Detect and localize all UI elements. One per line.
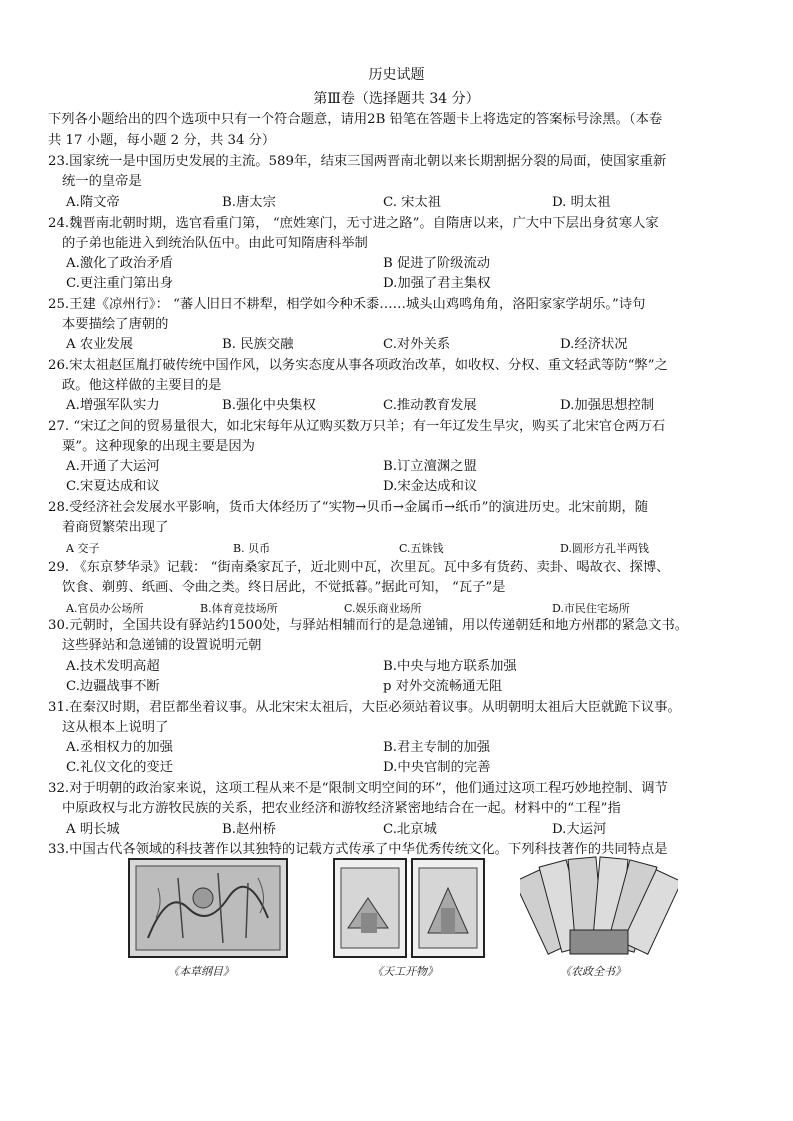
q25-option-d: D.经济状况: [560, 337, 628, 352]
q25-stem-cont: 本要描绘了唐朝的: [62, 317, 169, 332]
q27-stem: 27. “宋辽之间的贸易量很大，如北宋每年从辽购买数万只羊；有一年辽发生旱灾，购买了北宋官仓两万石: [48, 419, 666, 434]
q27-option-b: B.订立澶渊之盟: [383, 459, 477, 474]
q25-option-b: B. 民族交融: [222, 337, 294, 352]
q23-option-c: C. 宋太祖: [383, 195, 442, 210]
instruction-line-2: 共 17 小题，每小题 2 分，共 34 分）: [48, 133, 276, 148]
q33-stem: 33.中国古代各领域的科技著作以其独特的记载方式传承了中华优秀传统文化。下列科技著作的共同特点是: [48, 842, 668, 857]
q30-option-c: C.边疆战事不断: [66, 679, 160, 694]
q27-option-d: D.宋金达成和议: [383, 479, 478, 494]
q32-option-c: C.北京城: [383, 822, 437, 837]
q29-option-d: D.市民住宅场所: [552, 602, 630, 615]
q28-option-a: A 交子: [66, 542, 100, 555]
q23-stem-cont: 统一的皇帝是: [62, 174, 142, 189]
q25-stem: 25.王建《凉州行》： “蕃人旧日不耕犁，相学如今种禾黍……城头山鸡鸣角角，洛阳家家学胡乐。”诗句: [48, 297, 646, 312]
q28-stem-cont: 着商贸繁荣出现了: [62, 520, 169, 535]
q29-option-a: A.官员办公场所: [66, 602, 144, 615]
q30-stem: 30.元朝时，全国共设有驿站约1500处，与驿站相辅而行的是急递铺，用以传递朝廷和地方州郡的紧急文书。: [48, 618, 689, 633]
q31-option-a: A.丞相权力的加强: [66, 740, 173, 755]
tiangong-kaiwu-image: [333, 858, 485, 958]
q26-option-a: A.增强军队实力: [66, 398, 160, 413]
instruction-line-1: 下列各小题给出的四个选项中只有一个符合题意，请用2B 铅笔在答题卡上将选定的答案标号涂黑。（本卷: [48, 112, 663, 127]
q29-stem: 29. 《东京梦华录》记载： “街南桑家瓦子，近北则中瓦，次里瓦。瓦中多有货药、卖卦、喝故衣、探博、: [48, 560, 670, 575]
q32-stem: 32.对于明朝的政治家来说，这项工程从来不是“限制文明空间的环”，他们通过这项工程巧妙地控制、调节: [48, 781, 668, 796]
q27-stem-cont: 粟”。这种现象的出现主要是因为: [62, 439, 255, 454]
q23-option-a: A.隋文帝: [66, 195, 120, 210]
nongzheng-quanshu-image: [520, 852, 678, 958]
q23-stem: 23.国家统一是中国历史发展的主流。589年，结束三国两晋南北朝以来长期割据分裂的局面，使国家重新: [48, 154, 667, 169]
q25-option-a: A 农业发展: [66, 337, 134, 352]
q23-option-b: B.唐太宗: [222, 195, 276, 210]
q24-option-d: D.加强了君主集权: [383, 276, 491, 291]
q31-option-d: D.中央官制的完善: [383, 760, 491, 775]
q23-option-d: D. 明太祖: [552, 195, 611, 210]
q26-option-c: C.推动教育发展: [383, 398, 477, 413]
q28-option-c: C.五铢钱: [399, 542, 444, 555]
q31-option-c: C.礼仪文化的变迁: [66, 760, 174, 775]
q24-option-a: A.激化了政治矛盾: [66, 256, 173, 271]
q32-option-b: B.赵州桥: [222, 822, 276, 837]
q31-stem: 31.在秦汉时期，君臣都坐着议事。从北宋宋太祖后，大臣必须站着议事。从明朝明太祖后大臣就跪下议事。: [48, 700, 681, 715]
q31-option-b: B.君主专制的加强: [383, 740, 491, 755]
page-title: 历史试题: [368, 67, 425, 83]
q24-stem-cont: 的子弟也能进入到统治队伍中。由此可知隋唐科举制: [62, 236, 368, 251]
q32-option-a: A 明长城: [66, 822, 120, 837]
q30-stem-cont: 这些驿站和急递铺的设置说明元朝: [62, 638, 262, 653]
q28-stem: 28.受经济社会发展水平影响，货币大体经历了“实物→贝币→金属币→纸币”的演进历史。北宋前期，随: [48, 500, 649, 515]
bencao-gangmu-image: [128, 858, 288, 958]
section-title: 第Ⅲ卷（选择题共 34 分）: [313, 91, 480, 107]
q25-option-c: C.对外关系: [383, 337, 451, 352]
q24-stem: 24.魏晋南北朝时期，选官看重门第， “庶姓寒门，无寸进之路”。自隋唐以来，广大中下层出身贫寒人家: [48, 216, 659, 231]
q32-option-d: D.大运河: [552, 822, 607, 837]
q26-stem-cont: 政。他这样做的主要目的是: [62, 378, 222, 393]
q27-option-a: A.开通了大运河: [66, 459, 160, 474]
q29-option-b: B.体育竞技场所: [200, 602, 278, 615]
q26-stem: 26.宋太祖赵匡胤打破传统中国作风，以务实态度从事各项政治改革，如收权、分权、重文轻武等防“弊”之: [48, 358, 668, 373]
q28-option-b: B. 贝币: [233, 542, 271, 555]
q27-option-c: C.宋夏达成和议: [66, 479, 160, 494]
q29-option-c: C.娱乐商业场所: [344, 602, 422, 615]
caption-nongzheng-quanshu: 《农政全书》: [560, 965, 626, 978]
q28-option-d: D.圆形方孔半两钱: [560, 542, 649, 555]
caption-tiangong-kaiwu: 《天工开物》: [372, 965, 438, 978]
caption-bencao-gangmu: 《本草纲目》: [168, 965, 234, 978]
q30-option-a: A.技术发明高超: [66, 659, 160, 674]
q26-option-b: B.强化中央集权: [222, 398, 316, 413]
q24-option-c: C.更注重门第出身: [66, 276, 174, 291]
q30-option-b: B.中央与地方联系加强: [383, 659, 517, 674]
q32-stem-cont: 中原政权与北方游牧民族的关系，把农业经济和游牧经济紧密地结合在一起。材料中的“工程”指: [62, 801, 621, 816]
q24-option-b: B 促进了阶级流动: [383, 256, 491, 271]
q26-option-d: D.加强思想控制: [560, 398, 655, 413]
q31-stem-cont: 这从根本上说明了: [62, 720, 169, 735]
q29-stem-cont: 饮食、剃剪、纸画、令曲之类。终日居此，不觉抵暮。”据此可知， “瓦子”是: [62, 580, 506, 595]
q30-option-d: p 对外交流畅通无阻: [383, 679, 503, 694]
